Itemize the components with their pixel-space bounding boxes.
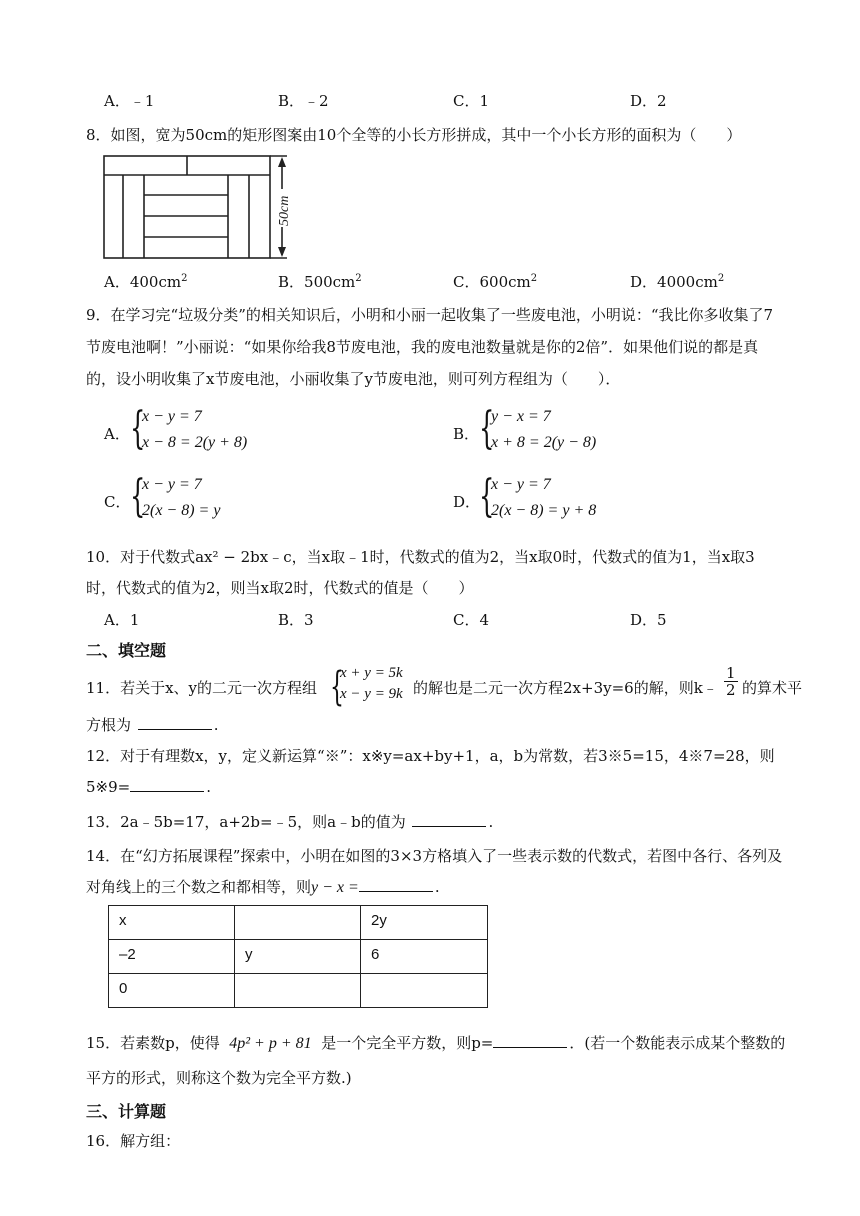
q11-frac-den: 2 xyxy=(726,681,736,699)
grid-cell: 6 xyxy=(361,940,488,974)
q10-line-1: 10．对于代数式ax² − 2bx﹣c，当x取﹣1时，代数式的值为2，当x取0时，代数式的值为1，当x取3 xyxy=(86,548,755,566)
q9-option-b-eq1: y − x = 7 xyxy=(491,408,551,425)
brace-icon: { xyxy=(130,471,146,522)
brace-icon: { xyxy=(130,403,146,454)
q9-option-a-label: A． xyxy=(104,425,130,443)
q10-line-2: 时，代数式的值为2，则当x取2时，代数式的值是（ ） xyxy=(86,579,474,597)
q9-option-d-label: D． xyxy=(453,493,481,511)
q9-option-a-eq2: x − 8 = 2(y + 8) xyxy=(142,434,248,451)
q13-answer-blank[interactable] xyxy=(412,812,486,827)
q16-question: 16．解方组： xyxy=(86,1132,181,1150)
brace-icon: { xyxy=(479,403,495,454)
q9-option-b-eq2: x + 8 = 2(y − 8) xyxy=(491,434,597,451)
q12-line-2: 5※9= . xyxy=(86,778,212,796)
q8-option-b: B．$500cm^2$ xyxy=(278,273,362,291)
q12-answer-blank[interactable] xyxy=(130,777,204,792)
q9-line-1: 9．在学习完“垃圾分类”的相关知识后，小明和小丽一起收集了一些废电池，小明说：“我比你多收集了7 xyxy=(86,306,774,324)
q9-option-d-eq1: x − y = 7 xyxy=(491,476,551,493)
grid-cell: y xyxy=(235,940,361,974)
q7-option-a: A．﹣1 xyxy=(104,92,155,110)
q10-option-d: D．5 xyxy=(630,611,667,629)
table-row xyxy=(109,906,488,940)
q8-question: 8．如图，宽为50cm的矩形图案由10个全等的小长方形拼成，其中一个小长方形的面积为（ ） xyxy=(86,126,742,144)
grid-cell xyxy=(361,974,488,1008)
q11-middle: 的解也是二元一次方程2x+3y=6的解，则k﹣ xyxy=(413,679,718,697)
q11-suffix: 的算术平 xyxy=(742,679,803,697)
q14-line-2: 对角线上的三个数之和都相等，则y − x = . xyxy=(86,878,440,896)
q10-option-c: C．4 xyxy=(453,611,490,629)
q11-answer-blank[interactable] xyxy=(138,715,212,730)
section-heading-calculation: 三、计算题 xyxy=(86,1102,167,1121)
q14-line-1: 14．在“幻方拓展课程”探索中，小明在如图的3×3方格填入了一些表示数的代数式，若图中各行、各列及 xyxy=(86,847,783,865)
q7-option-b: B．﹣2 xyxy=(278,92,329,110)
q9-option-a-eq1: x − y = 7 xyxy=(142,408,202,425)
q9-line-3: 的，设小明收集了x节废电池，小丽收集了y节废电池，则可列方程组为（ ）． xyxy=(86,370,621,388)
q11-prefix: 11．若关于x、y的二元一次方程组 xyxy=(86,679,318,697)
q10-option-b: B．3 xyxy=(278,611,314,629)
q9-option-b-label: B． xyxy=(453,425,480,443)
q15-answer-blank[interactable] xyxy=(493,1033,567,1048)
q11-fraction xyxy=(724,665,738,698)
brace-icon: { xyxy=(330,664,344,710)
q8-option-d: D．$4000cm^2$ xyxy=(630,273,725,291)
q7-option-d: D．2 xyxy=(630,92,667,110)
q8-figure xyxy=(102,153,312,261)
q11-eq1: x + y = 5k xyxy=(340,665,403,681)
q11-frac-num: 1 xyxy=(726,664,736,682)
magic-square-grid xyxy=(108,905,488,1008)
q9-option-c-eq1: x − y = 7 xyxy=(142,476,202,493)
q13-line: 13．2a﹣5b=17，a+2b=﹣5，则a﹣b的值为 . xyxy=(86,813,494,831)
q8-figure-label: 50cm xyxy=(277,195,292,226)
brace-icon: { xyxy=(479,471,495,522)
grid-cell: –2 xyxy=(109,940,235,974)
q15-line-1: 15．若素数p，使得 4p² + p + 81 是一个完全平方数，则p= ．(若一个数能表示成某个整数的 xyxy=(86,1034,786,1052)
q12-line-1: 12．对于有理数x，y，定义新运算“※”：x※y=ax+by+1，a，b为常数，若3※5=15，4※7=28，则 xyxy=(86,747,775,765)
grid-cell xyxy=(235,974,361,1008)
q15-expression: 4p² + p + 81 xyxy=(229,1035,312,1052)
q9-option-d-eq2: 2(x − 8) = y + 8 xyxy=(491,502,597,519)
q14-answer-blank[interactable] xyxy=(359,877,433,892)
grid-cell: x xyxy=(109,906,235,940)
q8-option-c: C．$600cm^2$ xyxy=(453,273,538,291)
table-row xyxy=(109,940,488,974)
table-row xyxy=(109,974,488,1008)
q11-eq2: x − y = 9k xyxy=(340,686,403,702)
q7-option-c: C．1 xyxy=(453,92,490,110)
q9-line-2: 节废电池啊！”小丽说：“如果你给我8节废电池，我的废电池数量就是你的2倍”．如果他们说的都是真 xyxy=(86,338,759,356)
q9-option-c-label: C． xyxy=(104,493,131,511)
grid-cell: 2y xyxy=(361,906,488,940)
q8-option-a: A．$400cm^2$ xyxy=(104,273,188,291)
q9-option-c-eq2: 2(x − 8) = y xyxy=(142,502,221,519)
q11-line-2: 方根为 . xyxy=(86,716,219,734)
section-heading-fill-in: 二、填空题 xyxy=(86,641,167,660)
grid-cell xyxy=(235,906,361,940)
q10-option-a: A．1 xyxy=(104,611,140,629)
q15-line-2: 平方的形式，则称这个数为完全平方数.) xyxy=(86,1069,352,1087)
grid-cell: 0 xyxy=(109,974,235,1008)
q14-expression: y − x = xyxy=(311,879,359,896)
